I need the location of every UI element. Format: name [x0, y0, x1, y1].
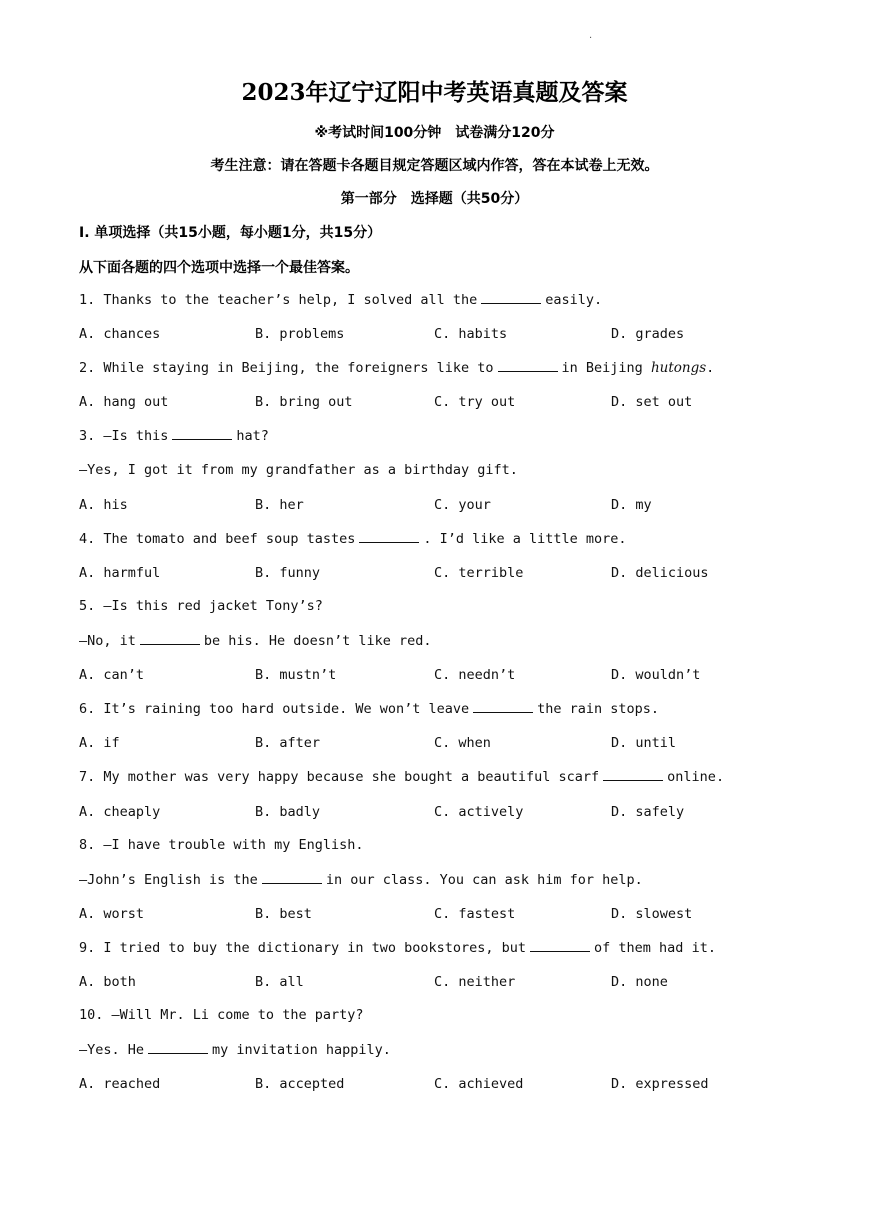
question-stem — [79, 598, 323, 614]
question-text-after-blank: of them had it. — [594, 939, 716, 956]
option-c: C. try out — [434, 394, 516, 411]
question-text: —No, it — [79, 633, 136, 649]
answer-blank — [262, 871, 322, 884]
question-text-after-blank: in our class. You can ask him for help. — [325, 871, 643, 888]
option-a: A. chances — [79, 326, 161, 343]
option-c: C. fastest — [434, 905, 516, 922]
question-stem — [79, 700, 659, 717]
options-row — [79, 667, 839, 687]
question-reply — [79, 632, 431, 649]
answer-blank — [473, 700, 533, 713]
part-title: 第一部分 选择题（共50分） — [340, 191, 529, 207]
option-d: D. set out — [611, 394, 693, 411]
answer-blank — [148, 1041, 208, 1054]
question-text: —Yes, I got it from my grandfather as a birthday gift. — [79, 461, 518, 478]
option-b: B. all — [255, 974, 304, 990]
answer-blank — [172, 427, 232, 440]
option-c: C. neither — [434, 974, 516, 990]
exam-info: ※考试时间100分钟 试卷满分120分 — [314, 125, 555, 141]
options-row — [79, 326, 839, 346]
question-stem — [79, 530, 627, 547]
options-row — [79, 394, 839, 414]
option-b: B. mustn’t — [255, 667, 337, 684]
options-row — [79, 906, 839, 926]
section-title: Ⅰ. 单项选择（共15小题，每小题1分，共15分） — [79, 225, 382, 241]
question-text-after-blank: the rain stops. — [537, 701, 660, 718]
question-text: 1. Thanks to the teacher’s help, I solved all the — [79, 292, 478, 308]
question-end-punctuation: . — [706, 360, 715, 377]
question-text: —Yes. He — [79, 1042, 145, 1059]
question-text-after-blank: easily. — [545, 292, 603, 308]
question-text: 10. —Will Mr. Li come to the party? — [79, 1007, 364, 1024]
option-a: A. can’t — [79, 667, 145, 684]
option-b: B. accepted — [255, 1076, 345, 1093]
exam-notice: 考生注意：请在答题卡各题目规定答题区域内作答，答在本试卷上无效。 — [210, 158, 659, 174]
answer-blank — [498, 359, 558, 372]
option-c: C. terrible — [434, 564, 524, 581]
section-instruction: 从下面各题的四个选项中选择一个最佳答案。 — [79, 260, 359, 276]
option-b: B. funny — [255, 564, 321, 581]
question-reply — [79, 871, 643, 888]
option-b: B. problems — [255, 326, 345, 343]
question-stem — [79, 359, 714, 376]
option-c: C. when — [434, 735, 491, 752]
option-a: A. hang out — [79, 394, 169, 411]
question-text: 2. While staying in Beijing, the foreigners like to — [79, 360, 494, 377]
answer-blank — [140, 632, 200, 645]
question-stem — [79, 939, 716, 956]
options-row — [79, 1076, 839, 1096]
italic-word: hutongs — [650, 360, 707, 377]
options-row — [79, 735, 839, 755]
option-b: B. bring out — [255, 394, 353, 411]
question-text: 9. I tried to buy the dictionary in two bookstores, but — [79, 939, 527, 956]
question-text-after-blank: hat? — [236, 428, 269, 445]
option-a: A. cheaply — [79, 803, 161, 820]
question-reply — [79, 1041, 391, 1058]
option-a: A. harmful — [79, 564, 161, 581]
option-d: D. delicious — [611, 564, 709, 581]
option-a: A. worst — [79, 905, 145, 922]
option-b: B. her — [255, 496, 304, 513]
option-c: C. achieved — [434, 1076, 524, 1093]
option-d: D. until — [611, 735, 677, 752]
option-d: D. wouldn’t — [611, 667, 701, 684]
option-c: C. habits — [434, 326, 508, 343]
options-row — [79, 497, 839, 517]
question-stem — [79, 427, 269, 444]
option-a: A. reached — [79, 1076, 161, 1093]
question-text: 3. —Is this — [79, 428, 169, 445]
option-d: D. safely — [611, 803, 685, 820]
page-dot: . — [589, 30, 593, 41]
answer-blank — [530, 939, 590, 952]
answer-blank — [603, 768, 663, 781]
question-text-after-blank: online. — [667, 769, 725, 786]
question-stem — [79, 768, 724, 785]
option-c: C. needn’t — [434, 667, 516, 684]
question-text: 7. My mother was very happy because she bought a beautiful scarf — [79, 769, 600, 786]
option-a: A. both — [79, 974, 136, 990]
options-row — [79, 974, 839, 994]
question-text: 6. It’s raining too hard outside. We won’t leave — [79, 701, 470, 718]
option-a: A. if — [79, 735, 120, 752]
page-title: 2023年辽宁辽阳中考英语真题及答案 — [241, 79, 628, 106]
option-d: D. grades — [611, 326, 685, 343]
question-text: 8. —I have trouble with my English. — [79, 836, 364, 853]
question-text-after-blank: . I’d like a little more. — [423, 530, 627, 547]
option-d: D. slowest — [611, 905, 693, 922]
option-d: D. expressed — [611, 1076, 709, 1093]
question-text-after-blank: in Beijing — [561, 360, 643, 377]
question-text: 4. The tomato and beef soup tastes — [79, 530, 356, 547]
options-row — [79, 804, 839, 824]
option-b: B. after — [255, 735, 321, 752]
option-d: D. none — [611, 974, 668, 990]
question-text-after-blank: my invitation happily. — [212, 1042, 391, 1059]
question-text: —John’s English is the — [79, 871, 258, 888]
option-d: D. my — [611, 496, 652, 513]
question-stem — [79, 1007, 363, 1023]
question-text: 5. —Is this red jacket Tony’s? — [79, 597, 323, 614]
options-row — [79, 565, 839, 585]
option-b: B. best — [255, 905, 312, 922]
option-c: C. actively — [434, 803, 524, 820]
answer-blank — [481, 291, 541, 304]
question-reply — [79, 462, 518, 478]
option-c: C. your — [434, 496, 491, 513]
question-stem — [79, 291, 602, 308]
answer-blank — [359, 530, 419, 543]
question-text-after-blank: be his. He doesn’t like red. — [203, 633, 432, 649]
option-a: A. his — [79, 496, 128, 513]
question-stem — [79, 837, 363, 853]
option-b: B. badly — [255, 803, 321, 820]
